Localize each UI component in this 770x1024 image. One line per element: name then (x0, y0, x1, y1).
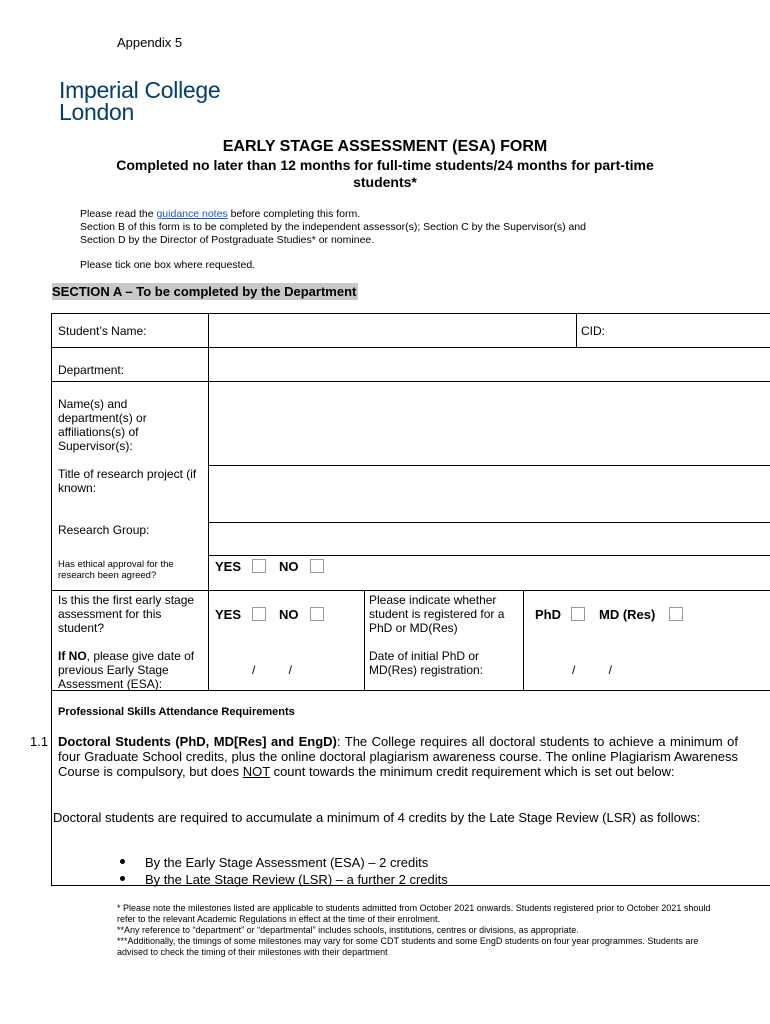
credit-accumulation-paragraph: Doctoral students are required to accumulate a minimum of 4 credits by the Late Stage Review (LSR) as follows: (53, 810, 701, 825)
not-emphasis: NOT (242, 764, 270, 779)
initial-registration-date-field[interactable]: / / (572, 663, 613, 677)
appendix-label: Appendix 5 (117, 35, 183, 50)
guidance-notes-link[interactable]: guidance notes (156, 208, 228, 220)
doctoral-students-heading: Doctoral Students (PhD, MD[Res] and EngD) (58, 734, 337, 749)
doctoral-requirements-text: : The College requires all doctoral students to achieve a minimum of four Graduate School credits, plus the online doctoral plagiarism awareness course. The online Plagiarism Awareness Course is compulsory, but does (58, 734, 738, 779)
first-esa-no-label: NO (279, 607, 299, 622)
department-field[interactable] (212, 352, 762, 378)
ethical-no-checkbox[interactable] (310, 559, 324, 573)
form-subtitle: Completed no later than 12 months for full-time students/24 months for part-time students* (116, 157, 654, 190)
first-esa-yes-checkbox[interactable] (252, 607, 266, 621)
clause-number: 1.1 (30, 734, 49, 749)
intro-section-d-line: Section D by the Director of Postgraduate Studies* or nominee. (80, 234, 375, 246)
student-name-label: Student’s Name: (58, 324, 147, 338)
mdres-checkbox[interactable] (669, 607, 683, 621)
intro-section-b-line: Section B of this form is to be completed by the independent assessor(s); Section C by the Supervisor(s) and (80, 221, 587, 233)
ethical-yes-checkbox[interactable] (252, 559, 266, 573)
ethical-yes-label: YES (215, 559, 242, 574)
cid-field[interactable] (612, 318, 762, 344)
footnote-milestones: * Please note the milestones listed are applicable to students admitted from October 2021 onwards. Students registered prior to October 2021 should refer to the relevant Academic Regulations in effect at the time of their enrolment. (117, 903, 711, 924)
first-esa-no-checkbox[interactable] (310, 607, 324, 621)
section-a-table (51, 313, 770, 886)
imperial-college-logo (59, 79, 220, 123)
footnote-department: **Any reference to “department” or “departmental” includes schools, institutions, centres or divisions, as appropriate. (117, 925, 579, 935)
cid-label: CID: (581, 324, 605, 338)
research-group-field[interactable] (212, 526, 762, 552)
intro-read-line (80, 208, 680, 220)
supervisors-field[interactable] (212, 386, 762, 462)
project-title-field[interactable] (212, 470, 762, 518)
initial-registration-label: Date of initial PhD or MD(Res) registration: (369, 649, 484, 677)
first-esa-label: Is this the first early stage assessment for this student? (58, 593, 195, 635)
project-title-label: Title of research project (if known: (58, 467, 197, 495)
logo-line-1: Imperial College (59, 77, 221, 103)
section-a-heading: SECTION A – To be completed by the Department (52, 284, 357, 299)
professional-skills-heading: Professional Skills Attendance Requirements (58, 706, 295, 718)
footnote-timings: ***Additionally, the timings of some milestones may vary for some CDT students and some EngD students on four year programmes. Students are advised to check the timing of their milestones with their department (117, 936, 699, 957)
bullet-dot-2 (120, 876, 125, 881)
first-esa-yes-label: YES (215, 607, 242, 622)
registered-label: Please indicate whether student is registered for a PhD or MD(Res) (369, 593, 505, 635)
bullet-esa-credits: By the Early Stage Assessment (ESA) – 2 credits (145, 855, 429, 870)
ethical-approval-label: Has ethical approval for the research been agreed? (58, 559, 174, 581)
previous-esa-date-field[interactable]: / / (252, 663, 293, 677)
phd-label: PhD (535, 607, 561, 622)
if-no-emphasis: If NO (58, 649, 87, 663)
intro-read-suffix: before completing this form. (227, 208, 361, 220)
previous-esa-label (58, 649, 203, 691)
ethical-no-label: NO (279, 559, 299, 574)
department-label: Department: (58, 363, 125, 377)
doctoral-credits-paragraph (58, 734, 738, 779)
supervisors-label: Name(s) and department(s) or affiliations(s) of Supervisor(s): (58, 397, 147, 453)
previous-esa-text: , please give date of previous Early Stage Assessment (ESA): (58, 649, 195, 691)
intro-tick-instruction: Please tick one box where requested. (80, 259, 256, 271)
doctoral-requirements-end: count towards the minimum credit requirement which is set out below: (269, 764, 675, 779)
form-title: EARLY STAGE ASSESSMENT (ESA) FORM (222, 138, 548, 155)
bullet-dot-1 (120, 859, 125, 864)
intro-read-prefix: Please read the (80, 208, 157, 220)
phd-checkbox[interactable] (571, 607, 585, 621)
mdres-label: MD (Res) (599, 607, 656, 622)
bullet-lsr-credits: By the Late Stage Review (LSR) – a further 2 credits (145, 872, 448, 887)
logo-line-2: London (59, 99, 134, 125)
research-group-label: Research Group: (58, 523, 150, 537)
student-name-field[interactable] (212, 318, 572, 344)
